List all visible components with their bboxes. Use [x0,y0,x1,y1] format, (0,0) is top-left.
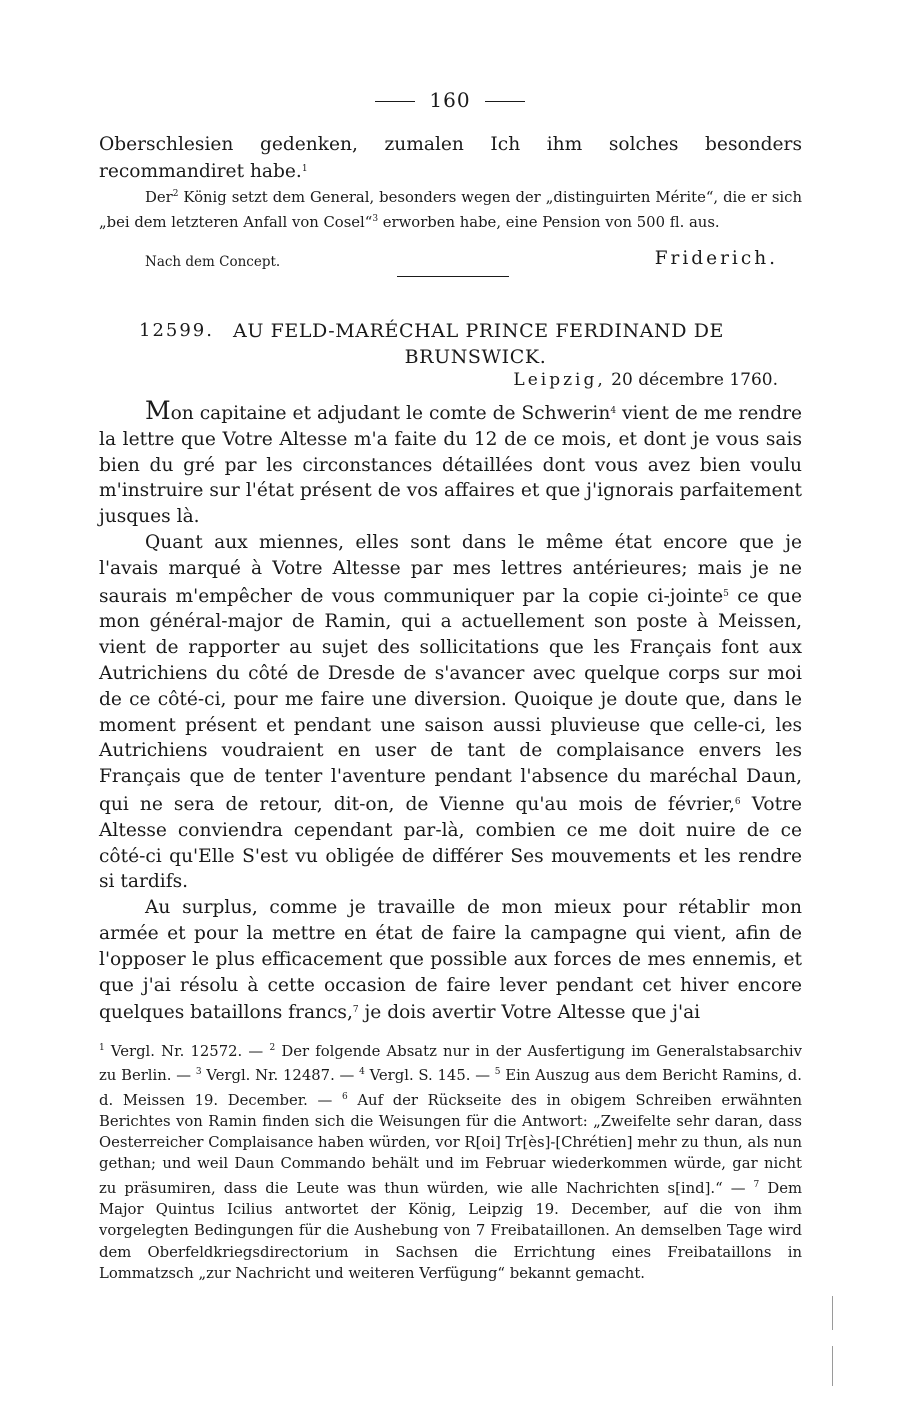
letter-title-line-2: BRUNSWICK. [404,346,547,368]
footnote-ref: 6 [734,796,741,807]
page-number: 160 [429,88,471,112]
body-paragraph: Quant aux miennes, elles sont dans le même état encore que je l'avais marqué à Votre Altesse par mes lettres antérieures; mais je ne saurais m'empêcher de vous communiquer par la copie ci-jointe$^5$ ce que mon général-major de Ramin, qui a actuellement son poste à Meissen, vient de rapporter au sujet des sollicitations que les Français font aux Autrichiens du côté de Dresde de s'avancer avec quelque corps sur moi de ce côté-ci, pour me faire une diversion. Quoique je doute que, dans le moment présent et pendant une saison aussi pluvieuse que celle-ci, les Autrichiens voudraient en user de tant de complaisance envers les Français que de tenter l'aventure pendant l'absence du maréchal Daun, qui ne sera de retour, dit-on, de Vienne qu'au mois de février,$^6$ Votre Altesse conviendra cependant par-là, combien ce me doit nuire de ce côté-ci qu'Elle S'est vu obligée de différer Ses mouvements et les rendre si tardifs. [99,531,802,893]
footnote-text: Vergl. S. 145. — [364,1067,495,1085]
footnote-text: Auf der Rückseite des in obigem Schreiben erwähnten Berichtes von Ramin finden sich die Weisungen für die Antwort: „Zweifelte sehr daran, dass Oesterreicher Complaisance haben würden, vor R[oi] Tr[ès]-[Chrétien] mehr zu thun, als nun gethan; und weil Daun Commando behält und im Februar wiederkommen würde, gar nicht zu präsumiren, dass die Leute was thun würden, wie alle Nachrichten s[ind].“ — [99,1091,802,1197]
footnote-text: Ein Auszug aus dem Bericht Ramins, d. d. Meissen 19. December. — [99,1067,802,1109]
initial-letter: M [145,396,171,425]
footnote-text: Der folgende Absatz nur in der Ausfertigung im Generalstabsarchiv zu Berlin. — [99,1043,802,1085]
dateline [513,370,778,390]
footnote-ref: 7 [352,1005,359,1016]
scan-margin-mark [832,1296,833,1330]
footnote-text: Vergl. Nr. 12487. — [201,1067,360,1085]
footnote-marker: 7 [753,1179,760,1190]
footnote-text: Vergl. Nr. 12572. — [104,1043,270,1060]
footnote-ref: 3 [372,213,379,224]
footnote-ref: 1 [301,164,308,174]
section-divider [397,276,509,277]
footnote-marker: 2 [269,1043,276,1053]
footnote-marker: 4 [359,1067,365,1078]
letter-number: 12599. [139,320,214,341]
scan-margin-mark [832,1346,833,1386]
dateline-place: Leipzig, [513,370,606,390]
footnote-marker: 5 [494,1067,501,1078]
footnote-ref: 2 [172,189,179,199]
body-paragraph: Mon capitaine et adjudant le comte de Schwerin$^4$ vient de me rendre la lettre que Votre Altesse m'a faite du 12 de ce mois, et dont je vous sais bien du gré par les circonstances détaillées dont vous avez bien voulu m'instruire sur l'état présent de vos affaires et que j'ignorais parfaitement jusques là. [99,396,802,528]
footnote-ref: 4 [610,406,617,416]
footnotes [99,1038,802,1284]
footnote-marker: 6 [341,1091,348,1102]
body-paragraph: Au surplus, comme je travaille de mon mieux pour rétablir mon armée et pour la mettre en état de faire la campagne qui vient, afin de l'opposer le plus efficacement que possible aux forces de mes ennemis, et que j'ai résolu à cette occasion de faire lever pendant cet hiver encore quelques bataillons francs,$^7$ je dois avertir Votre Altesse que j'ai [99,897,802,1024]
letter-title-line-1: AU FELD-MARÉCHAL PRINCE FERDINAND DE [233,320,724,342]
signature: Friderich. [654,248,778,269]
signature-line [99,248,802,272]
footnote-text: Dem Major Quintus Icilius antwortet der König, Leipzig 19. December, auf die von ihm vorgelegten Bedingungen für die Aushebung von 7 Freibataillonen. An demselben Tage wird dem Oberfeldkriegsdirectorium in Sachsen die Errichtung eines Freibataillons in Lommatzsch „zur Nachricht und weiteren Verfügung“ bekannt gemacht. [99,1179,802,1282]
footnote-ref: 5 [723,588,729,599]
concept-note: Nach dem Concept. [145,254,281,270]
continuation-paragraph: Oberschlesien gedenken, zumalen Ich ihm solches besonders recommandiret habe.$^1$ [99,134,802,182]
page-header [0,88,900,112]
letter-body [99,398,802,1026]
footnote-marker: 1 [99,1043,105,1053]
footnote-marker: 3 [195,1067,202,1078]
editorial-note: Der$^2$ König setzt dem General, besonders wegen der „distinguirten Mérite“, die er sich „bei dem letzteren Anfall von Cosel“$^3$ erworben habe, eine Pension von 500 fl. aus. [99,189,802,231]
header-rule-left [375,101,415,102]
dateline-date: 20 décembre 1760. [605,370,778,390]
header-rule-right [485,101,525,102]
